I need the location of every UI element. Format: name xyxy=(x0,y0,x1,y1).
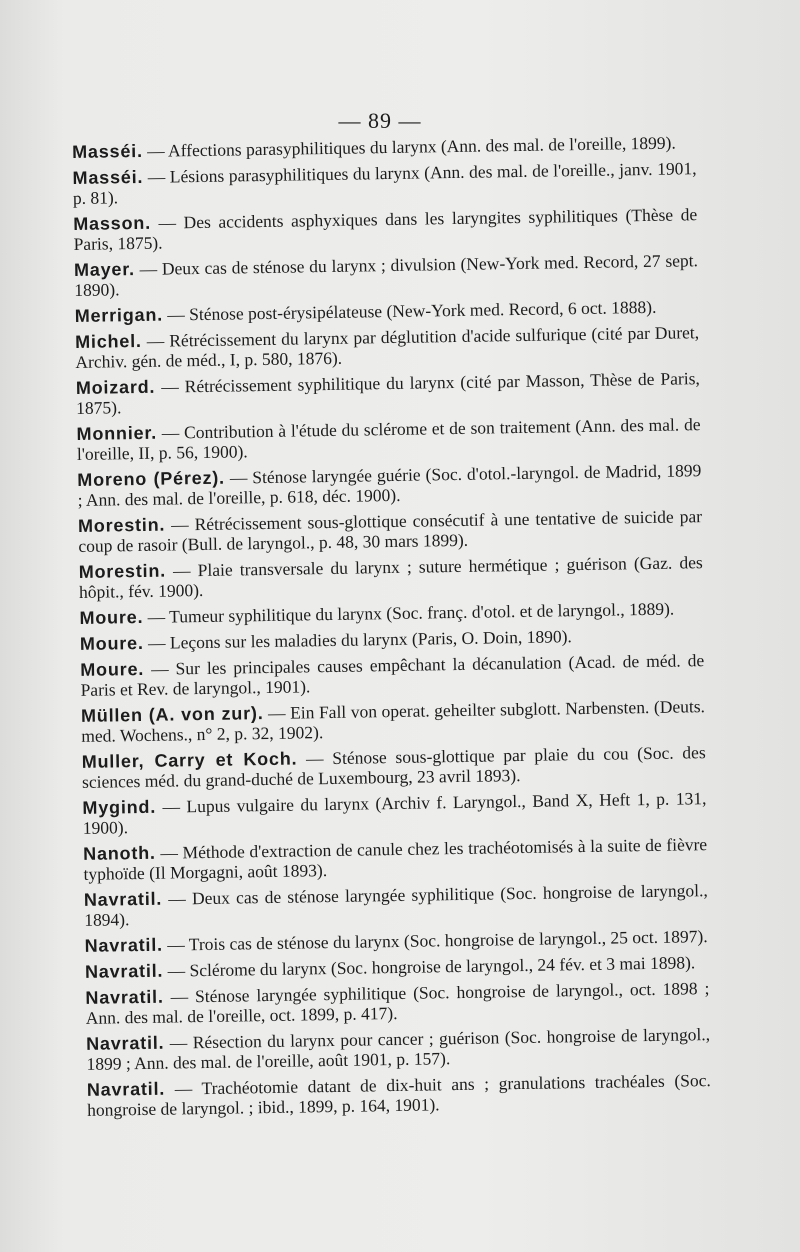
reference-text: — Deux cas de sténose du larynx ; divulsion (New-York med. Record, 27 sept. 1890). xyxy=(74,250,699,300)
reference-text: — Sténose laryngée guérie (Soc. d'otol.-laryngol. de Madrid, 1899 ; Ann. des mal. de l'oreille, p. 618, déc. 1900). xyxy=(77,460,702,510)
author-name: Moreno (Pérez). xyxy=(77,467,226,490)
author-name: Navratil. xyxy=(86,1078,166,1100)
reference-text: — Lupus vulgaire du larynx (Archiv f. Laryngol., Band X, Heft 1, p. 131, 1900). xyxy=(82,788,707,838)
reference-text: — Contribution à l'étude du sclérome et de son traitement (Ann. des mal. de l'oreille, II, p. 56, 1900). xyxy=(76,414,701,464)
reference-text: — Méthode d'extraction de canule chez les trachéotomisés à la suite de fièvre typhoïde (Il Morgagni, août 1893). xyxy=(83,834,708,884)
reference-text: — Sténose laryngée syphilitique (Soc. hongroise de laryngol., oct. 1898 ; Ann. des mal. de l'oreille, oct. 1899, p. 417). xyxy=(85,978,710,1028)
author-name: Müllen (A. von zur). xyxy=(80,703,264,726)
bibliography-entry xyxy=(82,788,707,838)
reference-text: — Rétrécissement syphilitique du larynx (cité par Masson, Thèse de Paris, 1875). xyxy=(76,368,700,418)
author-name: Masson. xyxy=(73,212,152,234)
reference-text: — Leçons sur les maladies du larynx (Paris, O. Doin, 1890). xyxy=(143,626,572,653)
reference-text: — Lésions parasyphilitiques du larynx (Ann. des mal. de l'oreille., janv. 1901, p. 81). xyxy=(72,158,697,208)
reference-text: — Sténose post-érysipélateuse (New-York med. Record, 6 oct. 1888). xyxy=(162,296,657,325)
bibliography-entry xyxy=(79,598,703,628)
author-name: Nanoth. xyxy=(83,842,156,864)
reference-text: — Trachéotomie datant de dix-huit ans ; granulations trachéales (Soc. hongroise de laryngol. ; ibid., 1899, p. 164, 1901). xyxy=(87,1070,711,1120)
bibliography-entry xyxy=(76,414,701,464)
reference-text: — Ein Fall von operat. geheilter subglott. Narbensten. (Deuts. med. Wochens., n° 2, p. 32, 1902). xyxy=(81,696,706,746)
reference-text: — Sténose sous-glottique par plaie du cou (Soc. des sciences méd. du grand-duché de Luxembourg, 23 avril 1893). xyxy=(81,742,706,792)
author-name: Navratil. xyxy=(85,986,164,1008)
bibliography-entry xyxy=(74,250,699,300)
bibliography-entry xyxy=(85,978,710,1028)
reference-text: — Résection du larynx pour cancer ; guérison (Soc. hongroise de laryngol., 1899 ; Ann. des mal. de l'oreille, août 1901, p. 157). xyxy=(86,1024,711,1074)
reference-text: — Sur les principales causes empêchant la décanulation (Acad. de méd. de Paris et Rev. de laryngol., 1901). xyxy=(80,650,705,700)
reference-text: — Deux cas de sténose laryngée syphilitique (Soc. hongroise de laryngol., 1894). xyxy=(84,880,708,930)
bibliography-entry xyxy=(79,552,704,602)
author-name: Moure. xyxy=(79,632,144,654)
author-name: Monnier. xyxy=(76,422,158,444)
author-name: Moizard. xyxy=(75,376,156,398)
bibliography-entry xyxy=(86,1024,711,1074)
bibliography-entry xyxy=(73,204,698,254)
bibliography-entry xyxy=(85,952,709,982)
bibliography-entry xyxy=(75,322,700,372)
author-name: Navratil. xyxy=(83,888,163,910)
reference-text: — Affections parasyphilitiques du larynx (Ann. des mal. de l'oreille, 1899). xyxy=(142,132,676,161)
author-name: Michel. xyxy=(74,330,142,352)
author-name: Moure. xyxy=(79,606,144,628)
reference-text: — Tumeur syphilitique du larynx (Soc. franç. d'otol. et de laryngol., 1889). xyxy=(143,598,675,627)
bibliography-list xyxy=(72,132,711,1126)
reference-text: — Rétrécissement sous-glottique consécutif à une tentative de suicide par coup de rasoir (Bull. de laryngol., p. 48, 30 mars 1899). xyxy=(78,506,703,556)
bibliography-entry xyxy=(80,624,704,654)
author-name: Merrigan. xyxy=(74,304,164,326)
author-name: Morestin. xyxy=(77,514,166,536)
bibliography-entry xyxy=(84,880,709,930)
page-number: — 89 — xyxy=(338,108,422,133)
reference-text: — Sclérome du larynx (Soc. hongroise de laryngol., 24 fév. et 3 mai 1898). xyxy=(163,952,696,981)
bibliography-entry xyxy=(75,296,699,326)
bibliography-entry xyxy=(80,650,705,700)
author-name: Navratil. xyxy=(86,1032,165,1054)
author-name: Masséi. xyxy=(72,166,144,188)
author-name: Navratil. xyxy=(84,960,164,982)
author-name: Masséi. xyxy=(72,140,143,162)
author-name: Muller, Carry et Koch. xyxy=(81,748,298,772)
bibliography-entry xyxy=(72,132,696,162)
bibliography-entry xyxy=(76,368,701,418)
reference-text: — Des accidents asphyxiques dans les laryngites syphilitiques (Thèse de Paris, 1875). xyxy=(73,204,698,254)
author-name: Morestin. xyxy=(78,560,167,582)
bibliography-entry xyxy=(82,742,707,792)
reference-text: — Rétrécissement du larynx par déglutition d'acide sulfurique (cité par Duret, Archiv. gén. de méd., I, p. 580, 1876). xyxy=(75,322,700,372)
bibliography-entry xyxy=(78,506,703,556)
bibliography-entry xyxy=(72,158,697,208)
bibliography-entry xyxy=(83,834,708,884)
reference-text: — Plaie transversale du larynx ; suture hermétique ; guérison (Gaz. des hôpit., fév. 1900). xyxy=(78,552,703,602)
bibliography-entry xyxy=(87,1070,712,1120)
bibliography-entry xyxy=(77,460,702,510)
author-name: Moure. xyxy=(80,658,145,680)
reference-text: — Trois cas de sténose du larynx (Soc. hongroise de laryngol., 25 oct. 1897). xyxy=(162,926,708,955)
bibliography-entry xyxy=(84,926,708,956)
bibliography-entry xyxy=(81,696,706,746)
author-name: Mygind. xyxy=(82,796,157,818)
author-name: Navratil. xyxy=(84,934,164,956)
author-name: Mayer. xyxy=(73,259,136,280)
